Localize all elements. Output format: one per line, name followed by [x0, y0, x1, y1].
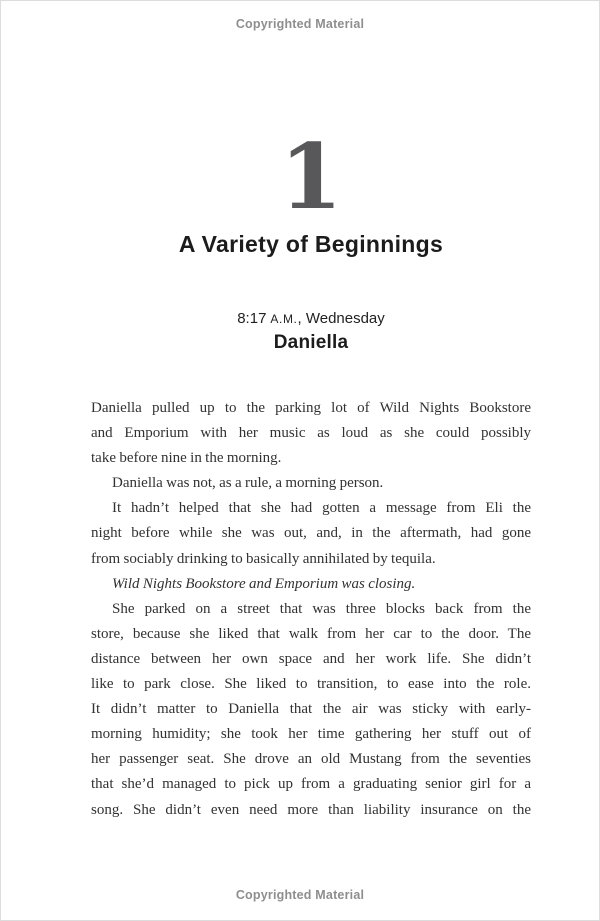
copyright-notice-bottom: Copyrighted Material — [235, 888, 365, 902]
text-line: and Emporium with her music as loud as she could possibly — [91, 425, 531, 442]
text-line: take before nine in the morning. — [91, 450, 282, 467]
paragraph — [91, 496, 531, 571]
datetime-rest: , Wednesday — [297, 310, 385, 327]
chapter-title: A Variety of Beginnings — [178, 231, 444, 257]
chapter-number: 1 — [279, 124, 343, 230]
copyright-notice-top: Copyrighted Material — [235, 17, 365, 31]
chapter-datetime — [91, 310, 531, 327]
text-line: song. She didn’t even need more than liability insurance on the — [91, 801, 531, 818]
text-line: that she’d managed to pick up from a graduating senior girl for a — [91, 776, 531, 793]
paragraph — [91, 597, 531, 823]
text-line: distance between her own space and her work life. She didn’t — [91, 650, 531, 667]
paragraph — [91, 572, 531, 597]
datetime-time: 8:17 — [237, 310, 267, 327]
text-line: She parked on a street that was three blocks back from the — [112, 600, 531, 617]
text-line: Daniella was not, as a rule, a morning person. — [112, 475, 384, 492]
text-line: Wild Nights Bookstore and Emporium was closing. — [112, 575, 416, 592]
paragraph — [91, 396, 531, 471]
datetime-meridiem: A.M. — [270, 312, 298, 326]
paragraph — [91, 471, 531, 496]
text-line: Daniella pulled up to the parking lot of Wild Nights Bookstore — [91, 400, 531, 416]
pov-name: Daniella — [273, 332, 349, 353]
text-line: It hadn’t helped that she had gotten a message from Eli the — [112, 500, 531, 517]
text-line: night before while she was out, and, in the aftermath, had gone — [91, 525, 531, 542]
text-line: It didn’t matter to Daniella that the air was sticky with early- — [91, 701, 531, 718]
text-line: from sociably drinking to basically annihilated by tequila. — [91, 550, 436, 567]
text-line: like to park close. She liked to transition, to ease into the role. — [91, 676, 531, 693]
text-line: morning humidity; she took her time gathering her stuff out of — [91, 726, 531, 743]
text-line: store, because she liked that walk from her car to the door. The — [91, 625, 531, 642]
text-line: her passenger seat. She drove an old Mustang from the seventies — [91, 751, 531, 768]
body-text — [91, 396, 531, 823]
